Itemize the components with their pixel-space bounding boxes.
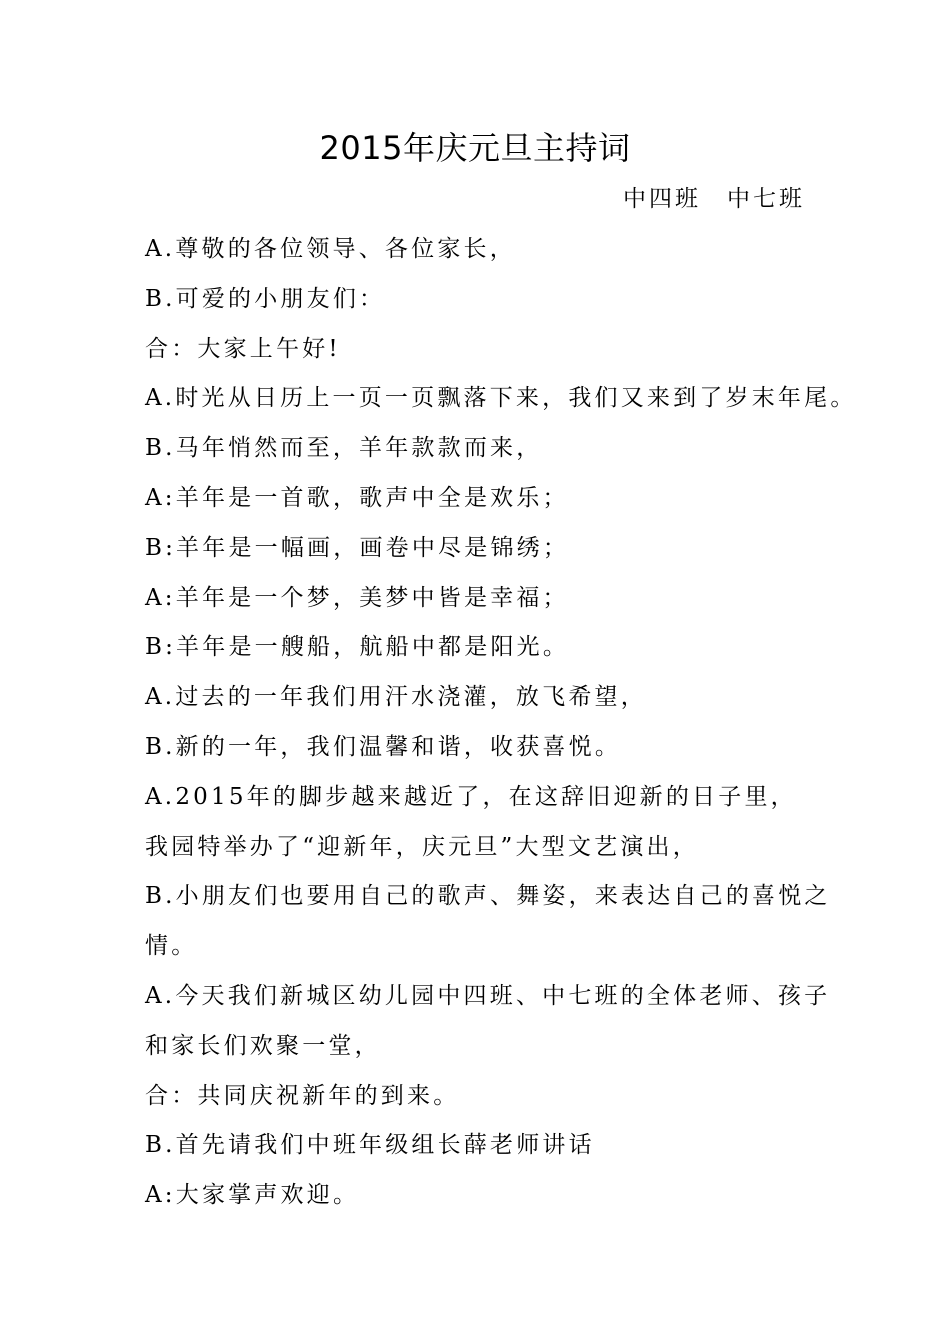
document-title: 2015年庆元旦主持词 — [319, 129, 631, 167]
class-names: 中四班 中七班 — [623, 186, 805, 212]
script-body — [145, 232, 857, 1228]
script-line: 我园特举办了“迎新年，庆元旦”大型文艺演出， — [145, 833, 699, 860]
script-line: B.可爱的小朋友们： — [145, 285, 386, 312]
script-line: B:羊年是一幅画，画卷中尽是锦绣； — [145, 534, 570, 561]
script-line: 合：大家上午好! — [145, 335, 341, 362]
script-line: A.过去的一年我们用汗水浇灌，放飞希望， — [145, 684, 647, 711]
script-line: A.时光从日历上一页一页飘落下来，我们又来到了岁末年尾。 — [145, 385, 857, 412]
script-line: B.小朋友们也要用自己的歌声、舞姿，来表达自己的喜悦之 — [145, 883, 831, 910]
script-line: A.今天我们新城区幼儿园中四班、中七班的全体老师、孩子 — [145, 982, 831, 1009]
script-line: B.新的一年，我们温馨和谐，收获喜悦。 — [145, 733, 622, 760]
script-line: A.2015年的脚步越来越近了，在这辞旧迎新的日子里， — [145, 783, 797, 810]
script-line: 合：共同庆祝新年的到来。 — [145, 1082, 460, 1109]
script-line: B:羊年是一艘船，航船中都是阳光。 — [145, 634, 570, 661]
script-line: 情。 — [145, 933, 198, 960]
script-line: B.马年悄然而至，羊年款款而来， — [145, 435, 543, 462]
script-line: A.尊敬的各位领导、各位家长， — [145, 236, 516, 262]
script-line: B.首先请我们中班年级组长薛老师讲话 — [145, 1132, 595, 1159]
script-line: A:羊年是一个梦，美梦中皆是幸福； — [145, 584, 569, 611]
script-line: 和家长们欢聚一堂， — [145, 1032, 381, 1059]
script-line: A:羊年是一首歌，歌声中全是欢乐； — [145, 484, 569, 511]
script-line: A:大家掌声欢迎。 — [145, 1182, 360, 1209]
